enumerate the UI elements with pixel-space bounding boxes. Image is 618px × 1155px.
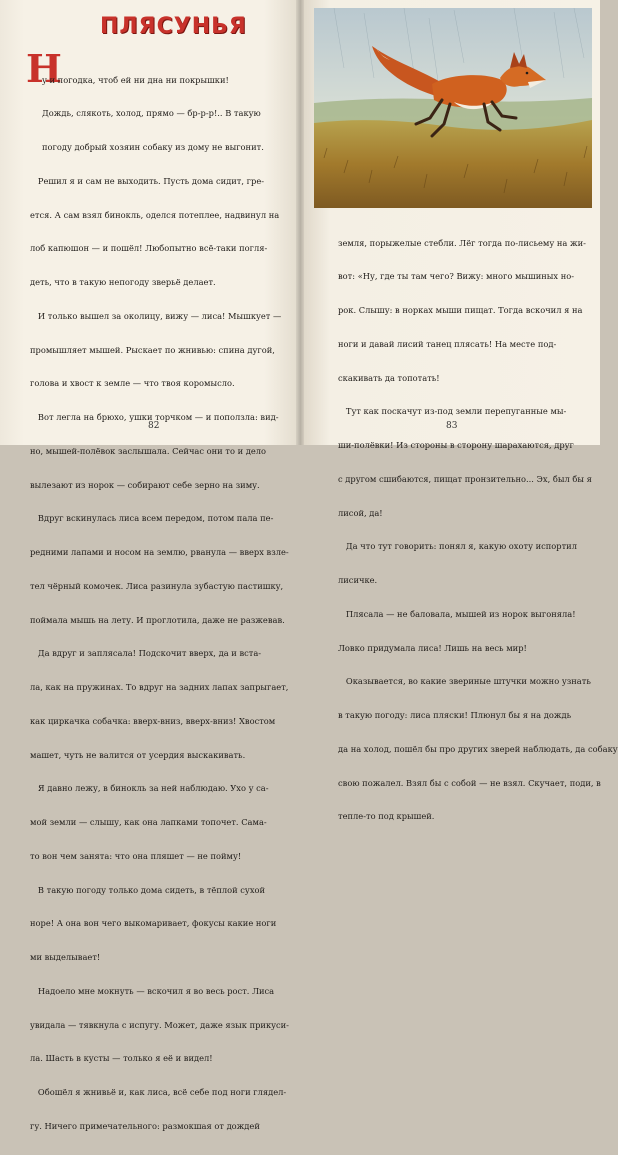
text-line: Плясала — не баловала, мышей из норок выгоняла! [338,608,576,619]
text-line: норе! А она вон чего выкомаривает, фокусы какие ноги [30,918,277,929]
text-line: Дождь, слякоть, холод, прямо — бр-р-р!.. В такую [42,108,261,119]
page-number-left: 82 [148,421,160,431]
text-line: Да вдруг и заплясала! Подскочит вверх, да и вста- [30,648,262,659]
fox-body [432,75,507,107]
text-line: Я давно лежу, в бинокль за ней наблюдаю. Ухо у са- [30,783,269,794]
text-line: Надоело мне мокнуть — вскочил я во весь рост. Лиса [30,985,275,996]
text-line: редними лапами и носом на землю, рванула — вверх взле- [30,547,289,557]
text-line: тел чёрный комочек. Лиса разинула зубастую пастишку, [30,580,284,591]
text-line: Ловко придумала лиса! Лишь на весь мир! [338,642,527,653]
text-line: рок. Слышу: в норках мыши пищат. Тогда вскочил я на [338,305,583,315]
stubble-field [314,120,592,208]
text-line: лоб капюшон — и пошёл! Любопытно всё-таки погля- [30,243,268,254]
text-line: голова и хвост к земле — что твоя коромысло. [30,378,235,389]
text-line: поймала мышь на лету. И проглотила, даже не разжевав. [30,614,285,625]
text-line: у и погодка, чтоб ей ни дна ни покрышки! [42,74,229,85]
text-line: Обошёл я жнивьё и, как лиса, всё себе под ноги глядел- [30,1087,287,1097]
text-line: ноги и давай лисий танец плясать! На месте под- [338,338,557,349]
text-line: вылезают из норок — собирают себе зерно на зиму. [30,479,260,490]
left-body-text [30,52,292,1155]
text-line: в такую погоду: лиса пляски! Плюнул бы я на дождь [338,710,572,720]
text-line: ми выделывает! [30,952,101,962]
page-number-right: 83 [446,421,458,431]
text-line: промышляет мышей. Рыскает по жнивью: спина дугой, [30,344,275,355]
text-line: как циркачка собачка: вверх-вниз, вверх-вниз! Хвостом [30,715,276,726]
left-page [0,0,300,1131]
text-line: лисой, да! [338,507,383,518]
text-line: земля, порыжелые стебли. Лёг тогда по-лисьему на жи- [338,237,586,248]
text-line: да на холод, пошёл бы про других зверей наблюдать, да собаку [338,743,618,754]
text-line: Вдруг вскинулась лиса всем передом, потом пала пе- [30,513,274,524]
text-line: Решил я и сам не выходить. Пусть дома сидит, гре- [30,175,265,186]
text-line: мой земли — слышу, как она лапками топочет. Сама- [30,817,267,827]
text-line: погоду добрый хозяин собаку из дому не выгонит. [42,142,264,152]
story-title: ПЛЯСУНЬЯ [100,14,247,39]
fox-illustration [314,8,592,208]
text-line: увидала — тявкнула с испугу. Может, даже язык прикуси- [30,1019,289,1030]
text-line: Вот легла на брюхо, ушки торчком — и поползла: вид- [30,412,279,422]
text-line: лисичке. [338,575,378,585]
text-line: Да что тут говорить: понял я, какую охоту испортил [338,541,577,552]
text-line: то вон чем занята: что она пляшет — не пойму! [30,850,242,861]
text-line: Тут как поскачут из-под земли перепуганные мы- [338,406,567,417]
fox-eye [526,72,529,75]
right-body-text [338,215,618,845]
text-line: деть, что в такую непогоду зверьё делает. [30,277,216,287]
text-line: тепле-то под крышей. [338,811,435,822]
text-line: скакивать да топотать! [338,372,440,383]
text-line: ется. А сам взял бинокль, оделся потеплее, надвинул на [30,209,280,220]
text-line: с другом сшибаются, пищат пронзительно... Эх, был бы я [338,473,592,484]
text-line: И только вышел за околицу, вижу — лиса! Мышкует — [30,310,282,321]
text-line: ла. Шасть в кусты — только я её и видел! [30,1053,213,1064]
text-line: вот: «Ну, где ты там чего? Вижу: много мышиных но- [338,271,575,282]
text-line: но, мышей-полёвок заслышала. Сейчас они то и дело [30,445,267,456]
text-line: свою пожалел. Взял бы с собой — не взял. Скучает, поди, в [338,777,601,788]
book-gutter [296,0,304,445]
right-page [300,0,618,822]
text-line: В такую погоду только дома сидеть, в тёплой сухой [30,884,266,895]
text-line: машет, чуть не валится от усердия выскакивать. [30,749,246,760]
text-line: ла, как на пружинах. То вдруг на задних лапах запрыгает, [30,682,289,692]
text-line: Оказывается, во какие звериные штучки можно узнать [338,676,591,687]
drop-cap-letter: Н [26,46,62,91]
text-line: ши-полёвки! Из стороны в сторону шарахаются, друг [338,440,574,450]
text-line: гу. Ничего примечательного: размокшая от дождей [30,1120,260,1131]
